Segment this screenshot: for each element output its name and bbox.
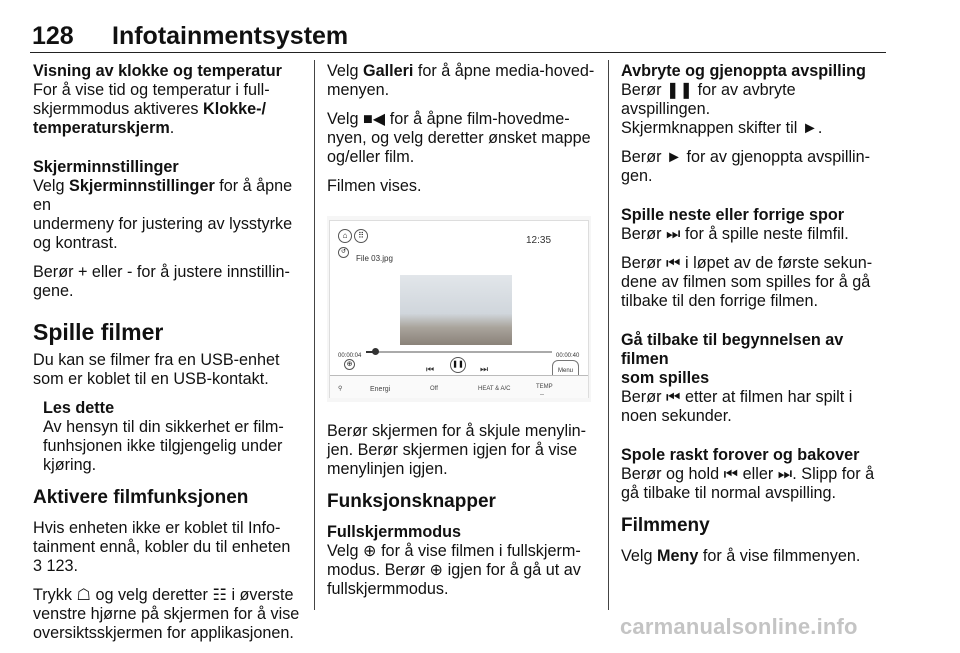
paragraph: Du kan se filmer fra en USB-enhet som er koblet til en USB-kontakt. (33, 351, 280, 388)
next-track-icon[interactable]: ⏭ (480, 365, 489, 375)
section-heading: Gå tilbake til begynnelsen av filmen som spilles (621, 331, 844, 387)
home-icon: ⌂ (338, 229, 352, 243)
watermark: carmanualsonline.info (620, 614, 858, 639)
paragraph: Filmen vises. (327, 177, 422, 195)
paragraph: Berør ⏮ i løpet av de første sekun- dene av filmen som spilles for å gå tilbake til den forrige filmen. (621, 254, 873, 310)
paragraph: Berør skjermen for å skjule menylin- jen. Berør skjermen igjen for å vise menylinjen igjen. (327, 422, 587, 478)
energy-button[interactable]: Energi (370, 386, 391, 393)
paragraph: Velg Galleri for å åpne media-hoved- menyen. (327, 62, 595, 99)
back-icon: ↺ (338, 247, 349, 258)
paragraph: Velg ■◀ for å åpne film-hovedme- nyen, og velg deretter ønsket mappe og/eller film. (327, 110, 591, 166)
paragraph: Hvis enheten ikke er koblet til Info- tainment ennå, kobler du til enheten 3 123. (33, 519, 291, 575)
section-heading: Aktivere filmfunksjonen (33, 487, 249, 508)
paragraph: Berør + eller - for å justere innstillin- gene. (33, 263, 290, 300)
column-divider-1 (314, 60, 315, 610)
paragraph: Velg ⊕ for å vise filmen i fullskjerm- modus. Berør ⊕ igjen for å gå ut av fullskjermmodus. (327, 542, 581, 598)
screen-file-name: File 03.jpg (356, 254, 393, 263)
screen-clock: 12:35 (526, 235, 552, 246)
paragraph: Trykk ☖ og velg deretter ☷ i øverste venstre hjørne på skjermen for å vise oversiktsskjermen for applikasjonen. (33, 586, 300, 642)
section-heading: Avbryte og gjenoppta avspilling (621, 62, 866, 80)
temp-label: TEMP (536, 384, 553, 390)
section-heading: Skjerminnstillinger (33, 158, 179, 176)
paragraph: Berør ► for av gjenoppta avspillin- gen. (621, 148, 871, 185)
video-frame (400, 275, 512, 345)
menu-button[interactable]: Menu (552, 360, 579, 383)
time-elapsed: 00:00:04 (338, 353, 362, 359)
paragraph: Berør ❚❚ for av avbryte avspillingen. Skjermknappen skifter til ►. (621, 81, 823, 137)
safety-note: Les dette Av hensyn til din sikkerhet er film- funhsjonen ikke tilgjengelig under kjøring. (43, 399, 284, 474)
infotainment-screen (329, 220, 589, 398)
fullscreen-icon[interactable]: ⊕ (344, 359, 355, 370)
pause-icon[interactable]: ❚❚ (450, 357, 466, 373)
column-divider-2 (608, 60, 609, 610)
column-2 (327, 62, 599, 609)
section-heading: Spille neste eller forrige spor (621, 206, 845, 224)
section-heading: Filmmeny (621, 515, 710, 536)
paragraph: Berør ⏮ etter at filmen har spilt i noen sekunder. (621, 388, 853, 425)
section-heading: Funksjonsknapper (327, 491, 496, 512)
page-number: 128 (32, 22, 74, 50)
column-1 (33, 62, 305, 653)
heat-ac-button[interactable]: HEAT & A/C (478, 386, 511, 392)
seat-icon[interactable]: ⚲ (338, 386, 343, 392)
column-3 (621, 62, 889, 576)
section-heading: Visning av klokke og temperatur (33, 62, 282, 80)
paragraph: Berør og hold ⏮ eller ⏭. Slipp for å gå tilbake til normal avspilling. (621, 465, 875, 502)
video-player-figure (327, 216, 591, 402)
progress-bar[interactable] (366, 351, 552, 353)
previous-track-icon[interactable]: ⏮ (426, 365, 435, 375)
apps-icon: ⠿ (354, 229, 368, 243)
paragraph: For å vise tid og temperatur i full- skjermmodus aktiveres Klokke-/ temperaturskjerm. (33, 81, 270, 137)
page-header (30, 22, 886, 53)
climate-bar (330, 375, 588, 398)
chapter-heading: Spille filmer (33, 319, 164, 345)
page-title: Infotainmentsystem (112, 22, 349, 50)
time-total: 00:00:40 (556, 353, 580, 359)
section-heading: Spole raskt forover og bakover (621, 446, 860, 464)
paragraph: Berør ⏭ for å spille neste filmfil. (621, 225, 849, 243)
temp-value: -- (540, 392, 544, 398)
paragraph: Velg Skjerminnstillinger for å åpne en undermeny for justering av lysstyrke og kontrast. (33, 177, 293, 252)
section-heading: Fullskjermmodus (327, 523, 462, 541)
off-button[interactable]: Off (430, 386, 438, 392)
paragraph: Velg Meny for å vise filmmenyen. (621, 547, 861, 565)
progress-knob[interactable] (372, 348, 379, 355)
